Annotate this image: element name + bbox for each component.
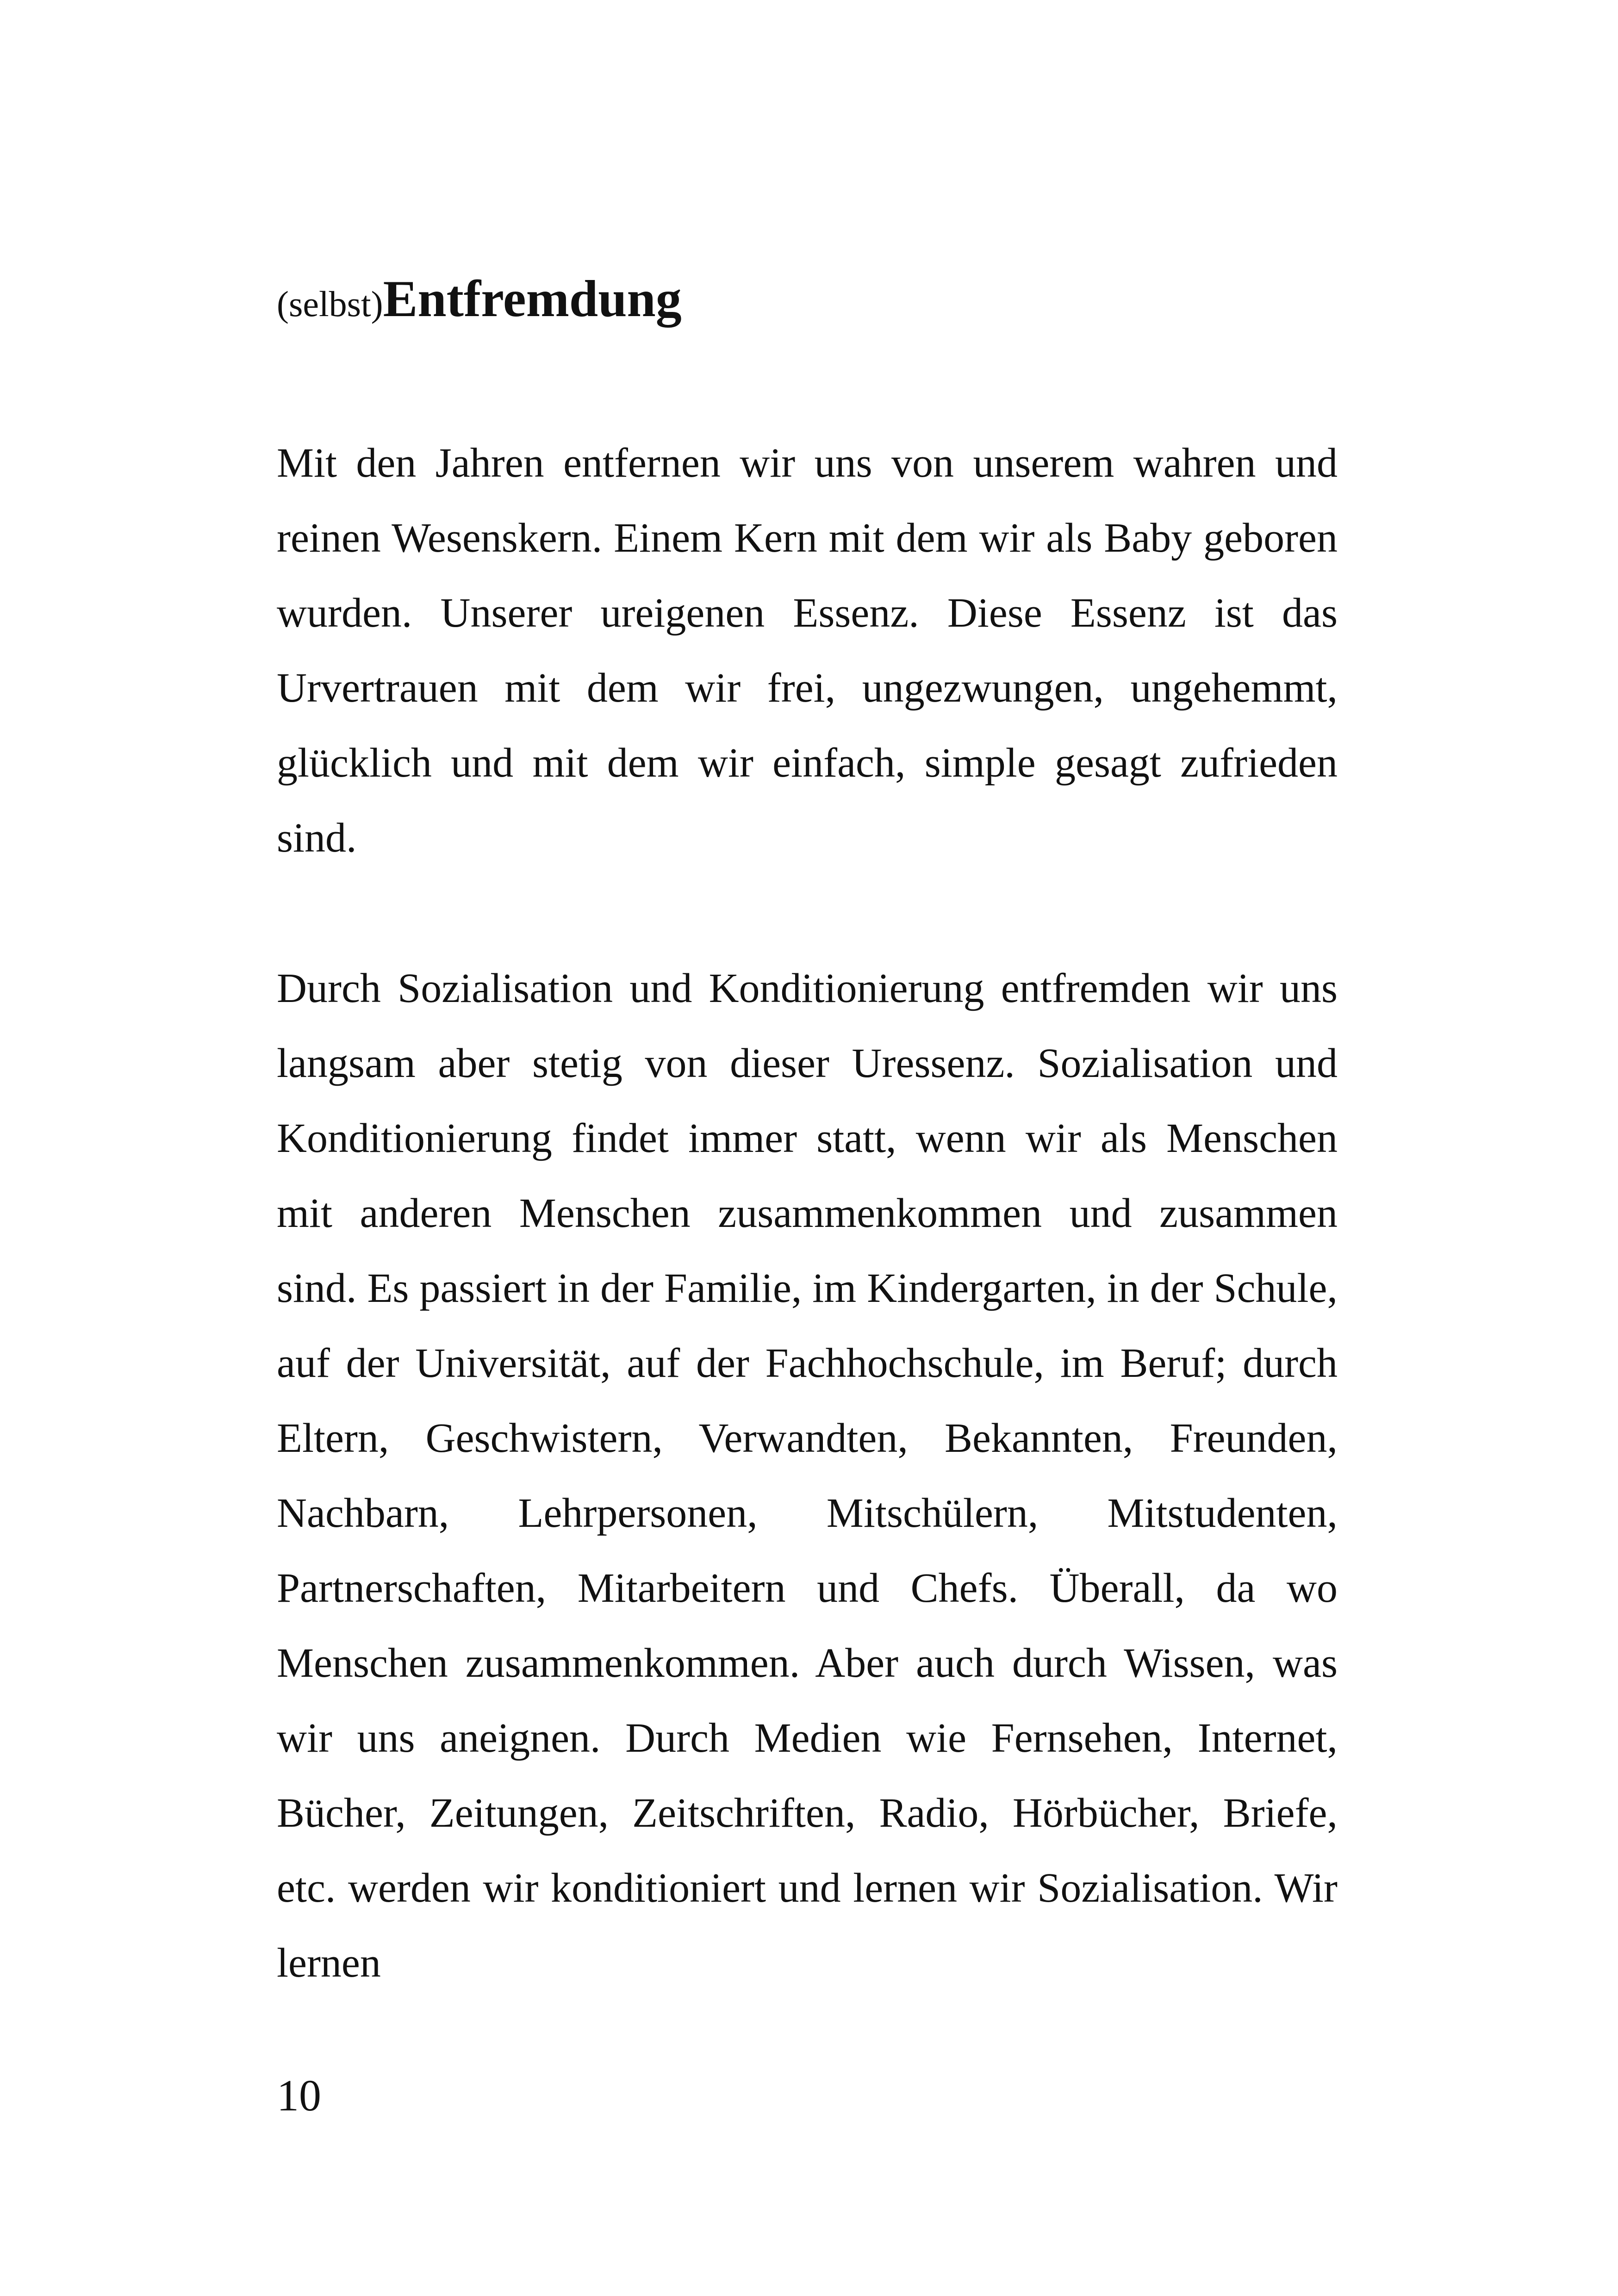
page-number: 10 xyxy=(277,2071,321,2120)
paragraph-2: Durch Sozialisation und Konditionierung entfremden wir uns langsam aber stetig von dieser Uressenz. Sozialisation und Konditionierung findet immer statt, wenn wir als Menschen mit anderen Menschen zusammenkommen und zusammen sind. Es passiert in der Familie, im Kindergarten, in der Schule, auf der Universität, auf der Fachhochschule, im Beruf; durch Eltern, Geschwistern, Verwandten, Bekannten, Freunden, Nachbarn, Lehrpersonen, Mitschülern, Mitstudenten, Partnerschaften, Mitarbeitern und Chefs. Überall, da wo Menschen zusammenkommen. Aber auch durch Wissen, was wir uns aneignen. Durch Medien wie Fernsehen, Internet, Bücher, Zeitungen, Zeitschriften, Radio, Hörbücher, Briefe, etc. werden wir konditioniert und lernen wir Sozialisation. Wir lernen xyxy=(277,965,1338,1986)
chapter-heading-title: Entfremdung xyxy=(383,270,682,328)
chapter-heading-prefix: (selbst) xyxy=(277,284,383,324)
chapter-heading xyxy=(277,270,682,328)
paragraph-1: Mit den Jahren entfernen wir uns von unserem wahren und reinen Wesenskern. Einem Kern mit dem wir als Baby geboren wurden. Unserer ureigenen Essenz. Diese Essenz ist das Urvertrauen mit dem wir frei, ungezwungen, ungehemmt, glücklich und mit dem wir einfach, simple gesagt zufrieden sind. xyxy=(277,440,1338,861)
